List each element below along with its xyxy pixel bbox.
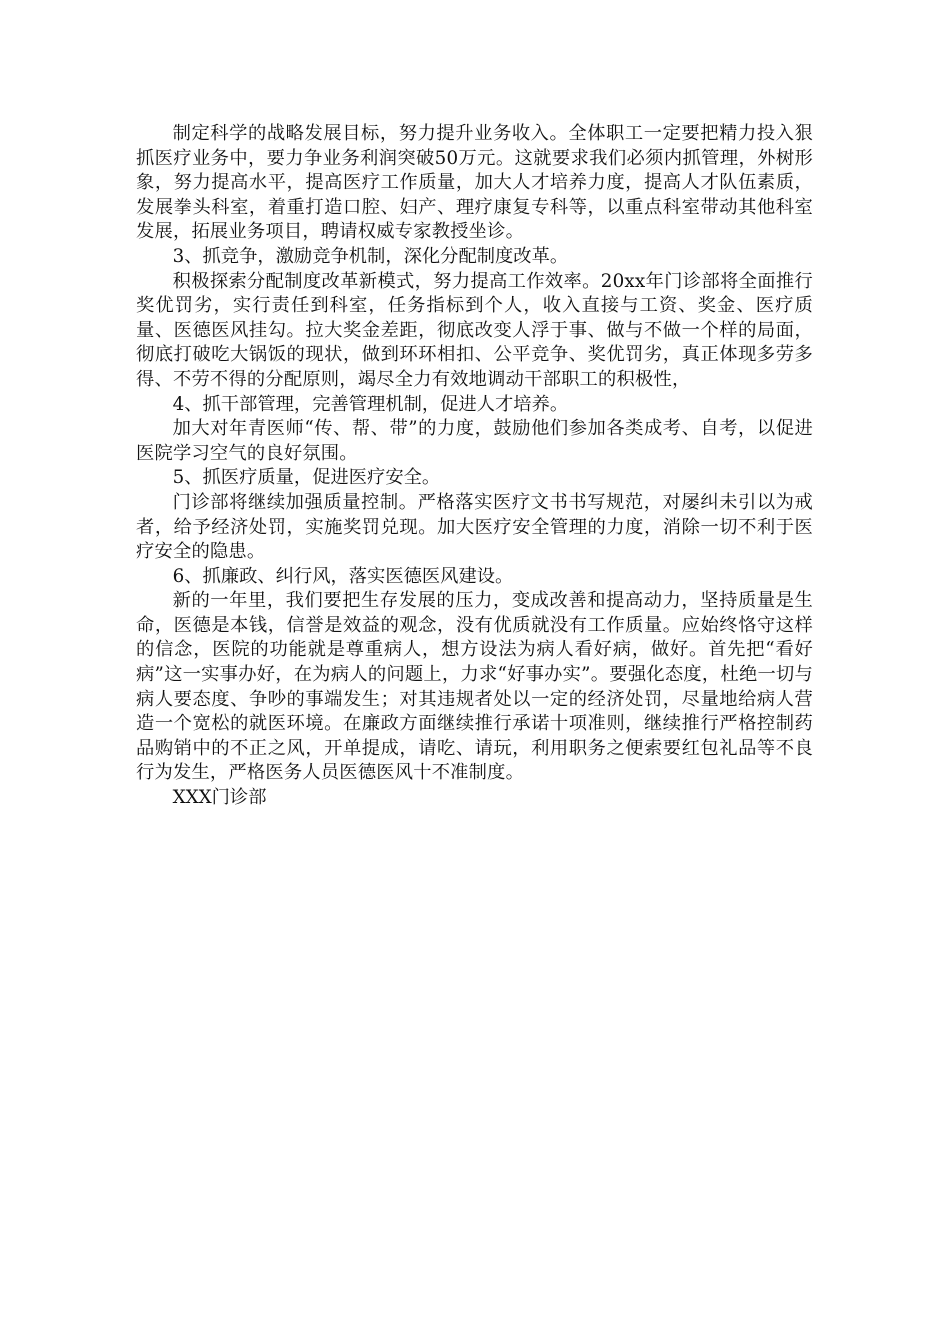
section-heading-integrity: 6、抓廉政、纠行风，落实医德医风建设。 xyxy=(172,565,514,587)
section-heading-competition: 3、抓竞争，激励竞争机制，深化分配制度改革。 xyxy=(172,245,569,267)
document-body xyxy=(136,122,813,811)
paragraph-new-year-goals: 新的一年里，我们要把生存发展的压力，变成改善和提高动力，坚持质量是生命，医德是本钱，信誉是效益的观念，没有优质就没有工作质量。应始终恪守这样的信念，医院的功能就是尊重病人，想方设法为病人看好病，做好。首先把“看好病”这一实事办好，在为病人的问题上，力求“好事办实”。要强化态度，杜绝一切与病人要态度、争吵的事端发生；对其违规者处以一定的经济处罚，尽量地给病人营造一个宽松的就医环境。在廉政方面继续推行承诺十项准则，继续推行严格控制药品购销中的不正之风，开单提成，请吃、请玩，利用职务之便索要红包礼品等不良行为发生，严格医务人员医德医风十不准制度。 xyxy=(136,590,813,784)
paragraph-quality-control: 门诊部将继续加强质量控制。严格落实医疗文书书写规范，对屡纠未引以为戒者，给予经济处罚，实施奖罚兑现。加大医疗安全管理的力度，消除一切不利于医疗安全的隐患。 xyxy=(136,491,813,563)
paragraph-distribution-reform: 积极探索分配制度改革新模式，努力提高工作效率。20xx年门诊部将全面推行奖优罚劣，实行责任到科室，任务指标到个人，收入直接与工资、奖金、医疗质量、医德医风挂勾。拉大奖金差距，彻底改变人浮于事、做与不做一个样的局面，彻底打破吃大锅饭的现状，做到环环相扣、公平竞争、奖优罚劣，真正体现多劳多得、不劳不得的分配原则，竭尽全力有效地调动干部职工的积极性， xyxy=(136,270,813,390)
section-heading-medical-quality: 5、抓医疗质量，促进医疗安全。 xyxy=(172,467,441,489)
paragraph-young-doctors: 加大对年青医师“传、帮、带”的力度，鼓励他们参加各类成考、自考，以促进医院学习空气的良好氛围。 xyxy=(136,418,813,464)
paragraph-strategic-goals: 制定科学的战略发展目标，努力提升业务收入。全体职工一定要把精力投入狠抓医疗业务中，要力争业务利润突破50万元。这就要求我们必须内抓管理，外树形象，努力提高水平，提高医疗工作质量，加大人才培养力度，提高人才队伍素质，发展拳头科室，着重打造口腔、妇产、理疗康复专科等，以重点科室带动其他科室发展，拓展业务项目，聘请权威专家教授坐诊。 xyxy=(136,123,813,243)
section-heading-cadre-management: 4、抓干部管理，完善管理机制，促进人才培养。 xyxy=(172,393,569,415)
signature-department: XXX门诊部 xyxy=(172,787,267,809)
